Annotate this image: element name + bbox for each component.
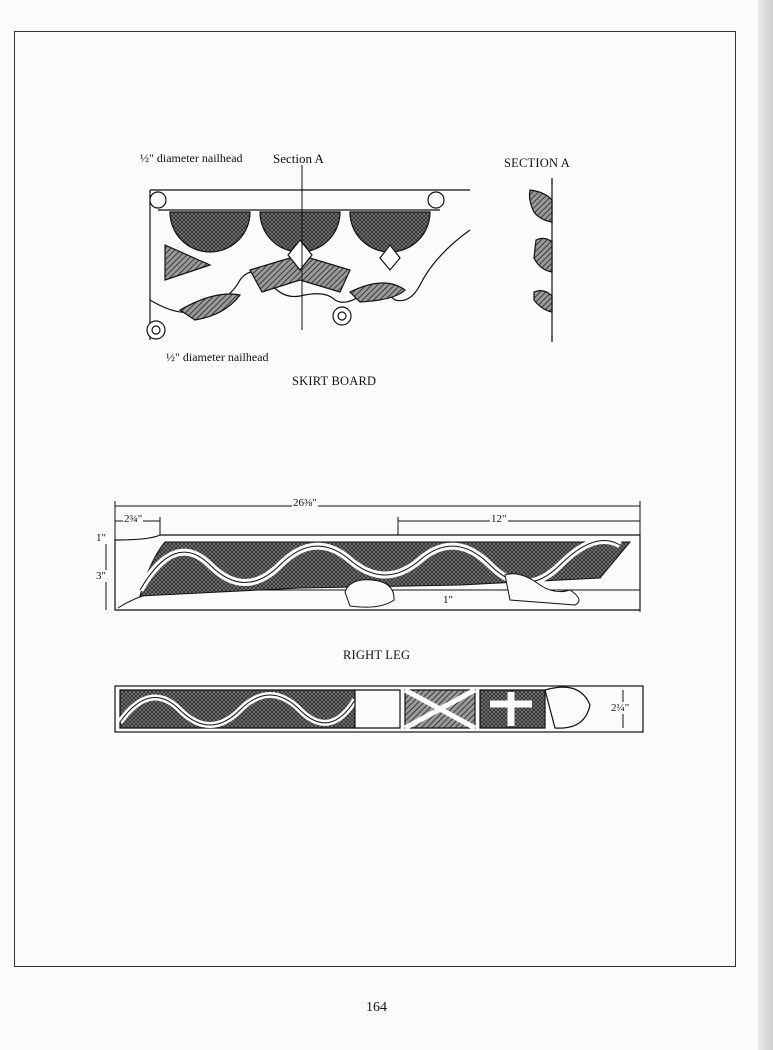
- dim-leg-width: 2¼": [611, 702, 630, 714]
- page-number: 164: [366, 1000, 387, 1015]
- dim-right-length: 12": [491, 513, 507, 525]
- dim-bottom-thickness: 1": [443, 594, 453, 606]
- right-leg-drawing: [115, 686, 643, 732]
- dim-height: 3": [96, 570, 106, 582]
- skirt-board-drawing: [147, 165, 470, 340]
- dim-left-offset: 2¾": [124, 513, 143, 525]
- section-a-drawing: [530, 178, 553, 342]
- right-leg-caption: RIGHT LEG: [343, 648, 411, 662]
- section-a-title: SECTION A: [504, 156, 571, 170]
- dim-total-length: 26⅜": [293, 497, 317, 509]
- section-a-marker: Section A: [273, 151, 324, 166]
- dimensioned-board-drawing: [106, 501, 640, 612]
- nailhead-bottom-label: ½" diameter nailhead: [166, 350, 269, 364]
- dim-top-thickness: 1": [96, 532, 106, 544]
- nailhead-top-label: ½" diameter nailhead: [140, 151, 243, 165]
- skirt-board-caption: SKIRT BOARD: [292, 374, 377, 388]
